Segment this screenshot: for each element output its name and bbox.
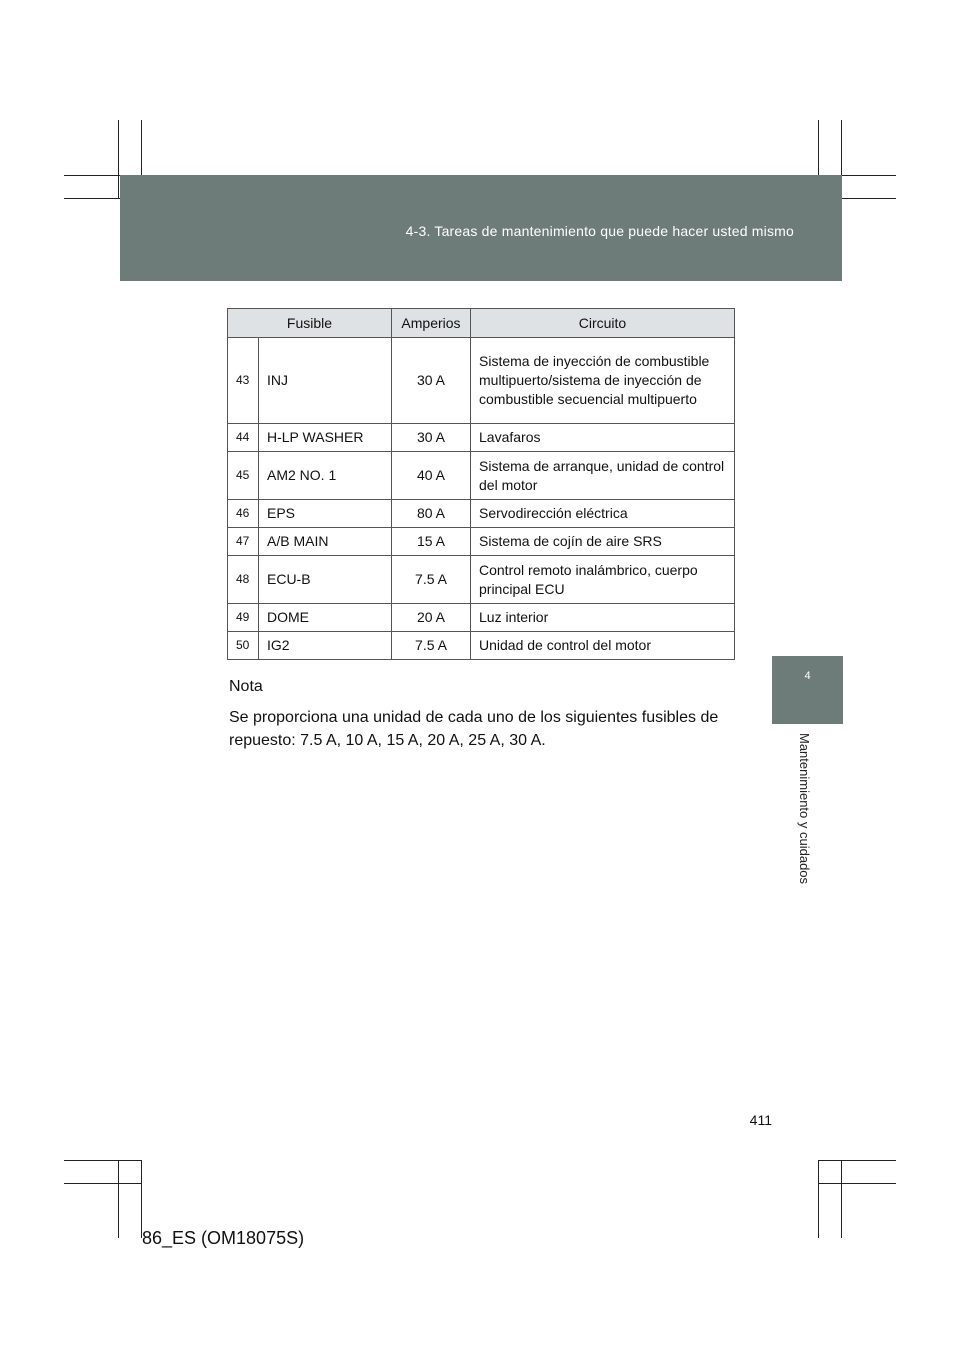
crop-mark: [118, 120, 119, 198]
table-row: [228, 452, 735, 500]
fuse-number: 49: [228, 604, 259, 632]
table-row: [228, 604, 735, 632]
fuse-amps: 30 A: [392, 424, 471, 452]
table-row: [228, 338, 735, 424]
crop-mark: [841, 1160, 842, 1238]
crop-mark: [64, 1160, 142, 1161]
column-header-circuito: Circuito: [471, 309, 735, 338]
fuse-number: 48: [228, 556, 259, 604]
fuse-number: 46: [228, 500, 259, 528]
fuse-circuit: Servodirección eléctrica: [471, 500, 735, 528]
fuse-circuit: Sistema de inyección de combustible multipuerto/sistema de inyección de combustible secuencial multipuerto: [471, 338, 735, 424]
fuse-number: 50: [228, 632, 259, 660]
fuse-name: ECU-B: [259, 556, 392, 604]
crop-mark: [818, 1160, 896, 1161]
fuse-name: IG2: [259, 632, 392, 660]
fuse-amps: 20 A: [392, 604, 471, 632]
fuse-name: DOME: [259, 604, 392, 632]
fuse-number: 43: [228, 338, 259, 424]
fuse-name: INJ: [259, 338, 392, 424]
fuse-number: 44: [228, 424, 259, 452]
section-title: 4-3. Tareas de mantenimiento que puede hacer usted mismo: [405, 223, 794, 239]
table-row: [228, 424, 735, 452]
fuse-amps: 80 A: [392, 500, 471, 528]
header-band: [120, 175, 842, 281]
fuse-name: AM2 NO. 1: [259, 452, 392, 500]
chapter-label: Mantenimiento y cuidados: [797, 733, 812, 885]
fuse-circuit: Luz interior: [471, 604, 735, 632]
table-row: [228, 500, 735, 528]
chapter-tab: [772, 656, 843, 724]
fuse-number: 47: [228, 528, 259, 556]
table-row: [228, 528, 735, 556]
note-title: Nota: [229, 678, 263, 695]
fuse-name: H-LP WASHER: [259, 424, 392, 452]
table-header-row: [228, 309, 735, 338]
crop-mark: [64, 1183, 142, 1184]
crop-mark: [818, 1183, 896, 1184]
column-header-fusible: Fusible: [228, 309, 392, 338]
fuse-circuit: Unidad de control del motor: [471, 632, 735, 660]
fuse-name: EPS: [259, 500, 392, 528]
fuse-amps: 30 A: [392, 338, 471, 424]
crop-mark: [141, 1160, 142, 1238]
fuse-circuit: Lavafaros: [471, 424, 735, 452]
document-code: 86_ES (OM18075S): [142, 1228, 305, 1248]
fuse-number: 45: [228, 452, 259, 500]
crop-mark: [118, 1160, 119, 1238]
note-text: Se proporciona una unidad de cada uno de los siguientes fusibles de repuesto: 7.5 A, 10 A, 15 A, 20 A, 25 A, 30 A.: [229, 709, 719, 749]
crop-mark: [818, 1160, 819, 1238]
chapter-number: 4: [804, 670, 811, 682]
fuse-amps: 7.5 A: [392, 632, 471, 660]
fuse-name: A/B MAIN: [259, 528, 392, 556]
page-number: 411: [749, 1112, 772, 1128]
fuse-amps: 7.5 A: [392, 556, 471, 604]
fuse-circuit: Sistema de cojín de aire SRS: [471, 528, 735, 556]
fuse-circuit: Control remoto inalámbrico, cuerpo principal ECU: [471, 556, 735, 604]
fuse-amps: 40 A: [392, 452, 471, 500]
fuse-table: [227, 308, 735, 660]
fuse-circuit: Sistema de arranque, unidad de control del motor: [471, 452, 735, 500]
table-row: [228, 632, 735, 660]
fuse-amps: 15 A: [392, 528, 471, 556]
column-header-amperios: Amperios: [392, 309, 471, 338]
table-row: [228, 556, 735, 604]
